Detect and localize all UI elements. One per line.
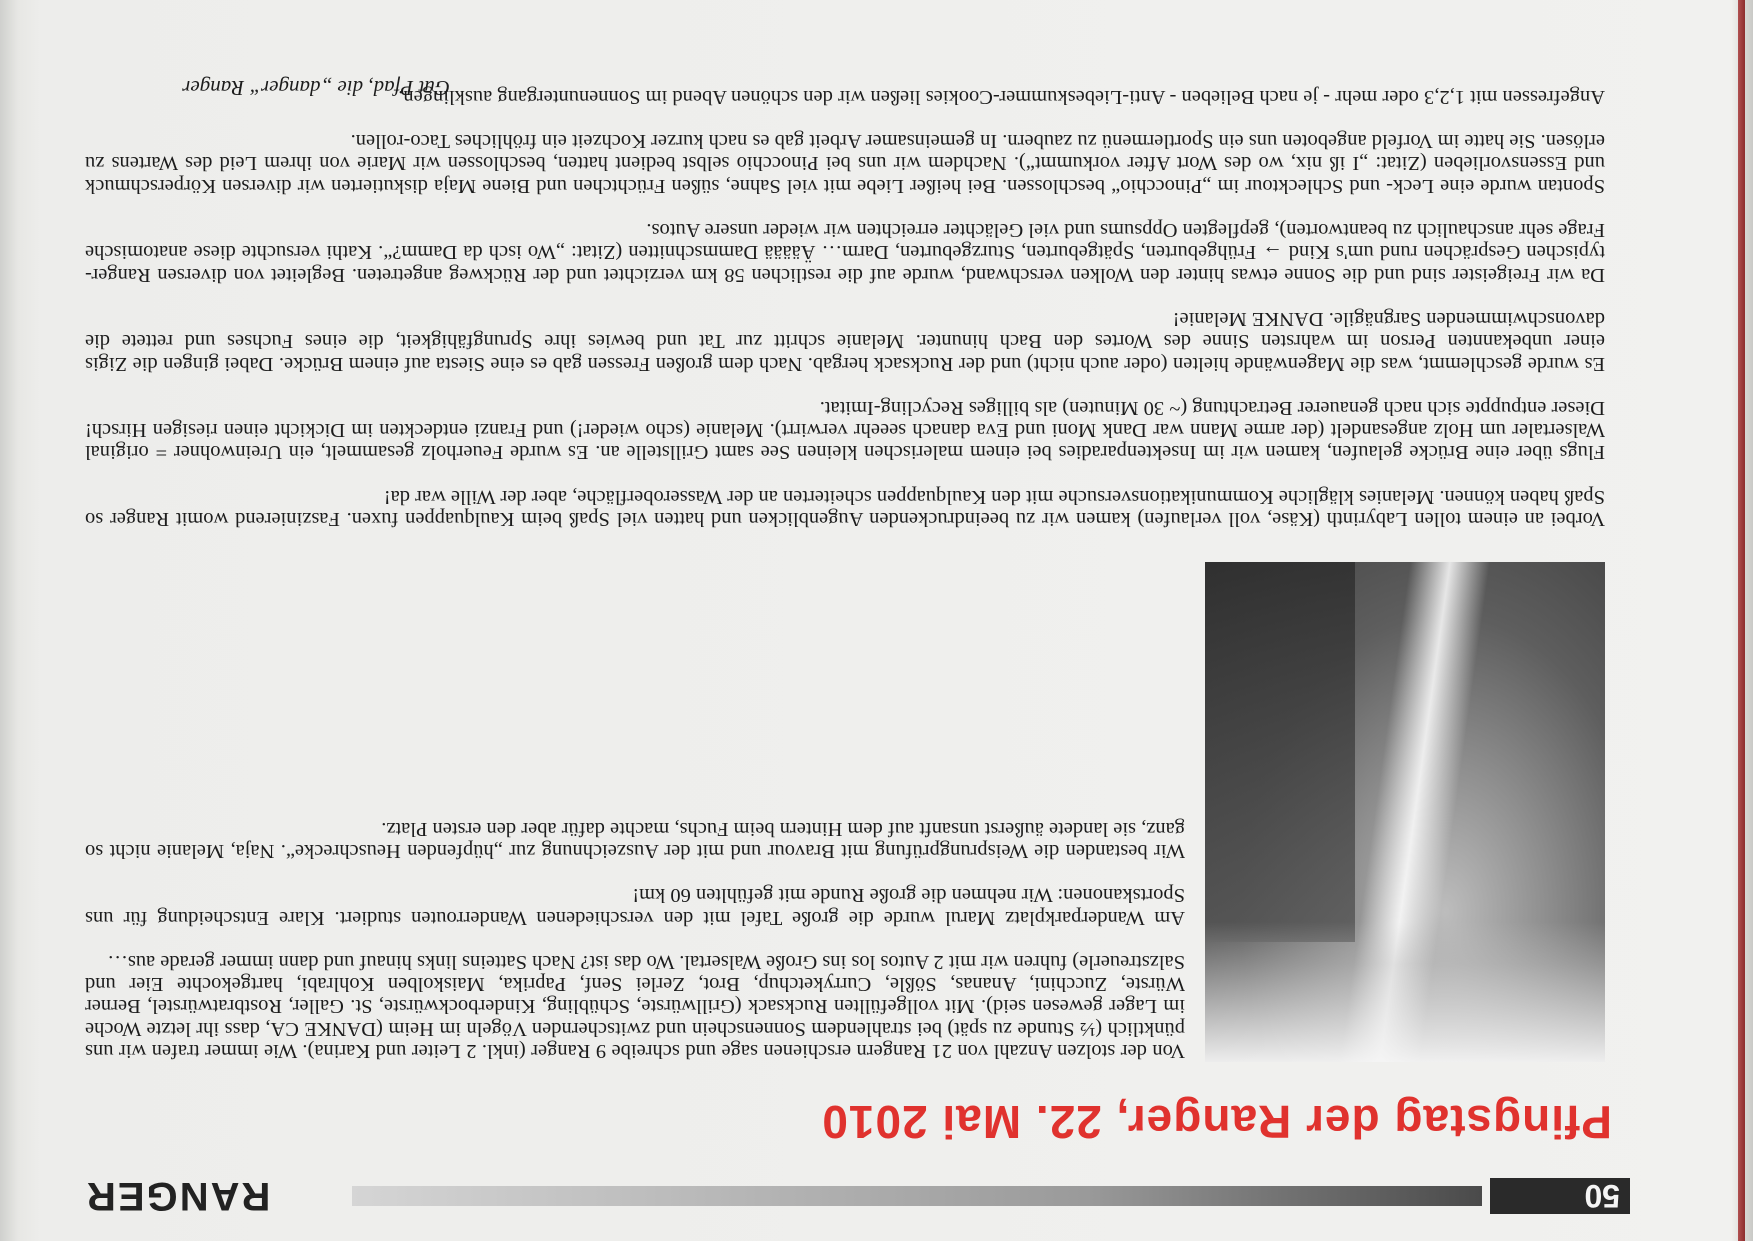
paragraph: Vorbei an einem tollen Labyrinth (Käse, voll verlaufen) kamen wir zu beeindruckenden Augenblicken und hatten viel Spaß beim Kaulquappen fuxen. Faszinierend womit Ranger so Spaß haben können. Melanies klägliche Kommunikationsversuche mit den Kaulquappen scheiterten an der Wasseroberfläche, aber der Wille war da! — [85, 485, 1605, 530]
paragraph: Wir bestanden die Weisprungprüfung mit Bravour und mit der Auszeichnung zur „hüpfenden Heuschrecke“. Naja, Melanie nicht so ganz, sie landete äußerst unsanft auf dem Hintern beim Fuchs, machte dafür aber den ersten Platz. — [85, 817, 1185, 862]
article-signature: Gut Pfad, die „danger“ Ranger — [182, 76, 450, 100]
rotated-page-content — [30, 40, 1730, 1230]
paragraph: Es wurde geschlemmt, was die Magenwände hielten (oder auch nicht) und der Rucksack hergab. Nach dem großen Fressen gab es eine Siesta auf einem Brücke. Dabei gingen die Zigis einer unbekannten Person im wahrsten Sinne des Wortes den Bach hinunter. Melanie schritt zur Tat und bewies ihre Sprungfähigkeit, die eines Fuchses und rettete die davonschwimmenden Sargnägile. DANKE Melanie! — [85, 307, 1605, 375]
article-title: Pfingstag der Ranger, 22. Mai 2010 — [821, 1096, 1612, 1148]
section-title: RANGER — [85, 1174, 271, 1218]
paragraph: Da wir Freigeister sind und die Sonne etwas hinter den Wolken verschwand, wurde auf die restlichen 58 km verzichtet und der Rückweg angetreten. Begleitet von diversen Ranger-typischen Gesprächen rund um's Kind → Frühgeburten, Spätgeburten, Sturzgeburten, Darm… Äääää Dammschnitten (Zitat: „Wo isch da Damm?“. Kathi versuchte diese anatomische Frage sehr anschaulich zu beantworten), gepflegten Oppsums und viel Gelächter erreichten wir wieder unsere Autos. — [85, 219, 1605, 286]
article-column-bottom — [85, 64, 1605, 530]
article-column-top — [85, 795, 1185, 1062]
paragraph: Flugs über eine Brücke gelaufen, kamen wir im Insektenparadies bei einem malerischen kleinen See samt Grillstelle an. Es wurde Feuerholz gesammelt, ein Ureinwohner = original Walsertaler um Holz angesandelt (der arme Mann war Dank Moni und Eva danach seeehr verwirrt). Melanie (scho wieder!) und Franzi entdeckten im Dickicht einen riesigen Hirsch! Dieser entpuppte sich nach genauerer Betrachtung (~ 30 Minuten) als billiges Recycling-Imitat. — [85, 396, 1605, 464]
page-number-box — [1490, 1178, 1630, 1214]
photo-rock — [1205, 562, 1355, 942]
paragraph: Von der stolzen Anzahl von 21 Rangern erschienen sage und schreibe 9 Ranger (inkl. 2 Leiter und Karina). Wie immer trafen wir uns pünktlich (½ Stunde zu spät) bei strahlendem Sonnenschein und zwitschernden Vögeln im Heim (DANKE CA, dass ihr letzte Woche im Lager gewesen seid). Mit vollgefüllten Rucksack (Grillwürste, Schübling, Kinderbockwürste, St. Galler, Rostbratwürstel, Berner Würste, Zucchini, Ananas, Sößle, Curryketchup, Brot, Zerlei Senf, Paprika, Maiskolben Kohlrabi, hartgekochte Eier und Salzstreuerle) fuhren wir mit 2 Autos los ins Große Walsertal. Wo das ist? Nach Satteins links hinauf und dann immer gerade aus… — [85, 950, 1185, 1062]
page-header — [85, 1168, 1630, 1218]
waterfall-photo — [1205, 562, 1605, 1062]
header-gradient-bar — [352, 1186, 1482, 1206]
paragraph: Angefressen mit 1,2,3 oder mehr - je nach Belieben - Anti-Liebeskummer-Cookies ließen wir den schönen Abend im Sonnenuntergang ausklingen. — [398, 85, 1605, 108]
page-edge-strip — [1738, 0, 1745, 1241]
paragraph: Am Wanderparkplatz Marul wurde die große Tafel mit den verschiedenen Wanderrouten studiert. Klare Entscheidung für uns Sportskanonen: Wir nehmen die große Runde mit gefühlten 60 km! — [85, 884, 1185, 929]
paragraph: Spontan wurde eine Leck- und Schlecktour im „Pinocchio“ beschlossen. Bei heißer Liebe mit viel Sahne, süßen Früchtchen und Biene Maja diskutierten wir diversen Körperschmuck und Essensvorlieben (Zitat: „I iß nix, wo des Wort After vorkummt“). Nachdem wir uns bei Pinocchio selbst bedient hatten, beschlossen wir Marie von ihrem Leid des Wartens zu erlösen. Sie hatte im Vorfeld angeboten uns ein Sportlermenü zu zaubern. In gemeinsamer Arbeit gab es nach kurzer Kochzeit ein fröhliches Taco-rollen. — [85, 130, 1605, 197]
page-number: 50 — [1584, 1178, 1620, 1214]
photo-mist — [1205, 922, 1605, 1062]
